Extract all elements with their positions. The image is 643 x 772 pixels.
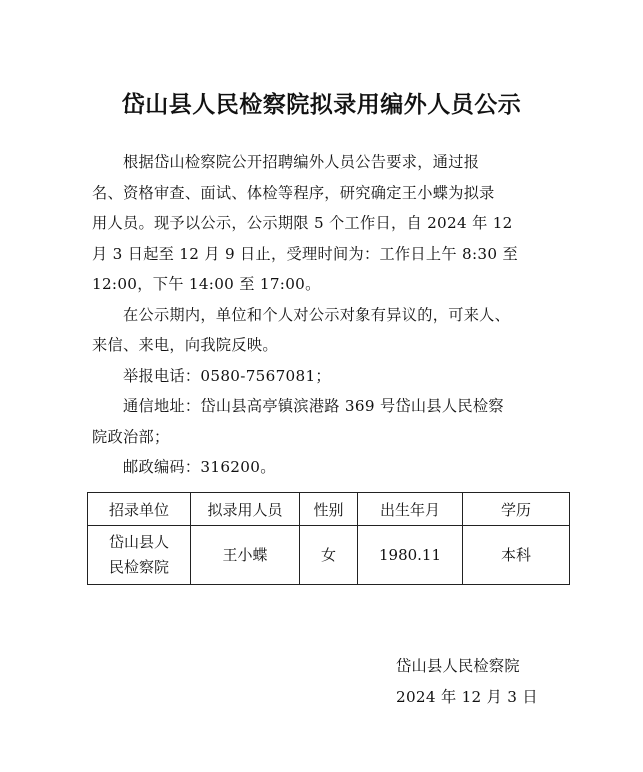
paragraph-1-line: 名、资格审查、面试、体检等程序，研究确定王小蝶为拟录 (92, 183, 495, 202)
paragraph-1-line: 12:00，下午 14:00 至 17:00。 (92, 275, 321, 293)
paragraph-2-line: 来信、来电，向我院反映。 (92, 336, 278, 354)
document-title: 岱山县人民检察院拟录用编外人员公示 (121, 91, 522, 118)
header-candidate: 拟录用人员 (191, 493, 300, 526)
paragraph-1-line: 月 3 日起至 12 月 9 日止，受理时间为：工作日上午 8:30 至 (92, 244, 518, 263)
paragraph-1-line: 根据岱山检察院公开招聘编外人员公告要求，通过报 (92, 153, 480, 171)
cell-candidate-name: 王小蝶 (191, 526, 300, 585)
paragraph-1-line: 用人员。现予以公示，公示期限 5 个工作日，自 2024 年 12 (92, 214, 513, 232)
cell-unit-line: 岱山县人 (108, 533, 169, 551)
header-birth: 出生年月 (358, 493, 463, 526)
signature-organization: 岱山县人民检察院 (396, 657, 520, 675)
document-body (92, 147, 554, 483)
cell-gender: 女 (300, 526, 358, 585)
candidate-table (87, 492, 570, 585)
paragraph-2-line: 在公示期内，单位和个人对公示对象有异议的，可来人、 (92, 305, 511, 324)
signature-date: 2024 年 12 月 3 日 (396, 688, 538, 706)
postal-code-line: 邮政编码：316200。 (92, 458, 276, 476)
phone-line: 举报电话：0580-7567081； (92, 366, 331, 385)
header-education: 学历 (463, 493, 570, 526)
cell-unit (88, 526, 191, 585)
cell-education: 本科 (463, 526, 570, 585)
address-line: 通信地址：岱山县高亭镇滨港路 369 号岱山县人民检察 (92, 397, 504, 415)
cell-unit-line: 民检察院 (108, 558, 169, 576)
candidate-table-container (87, 492, 570, 585)
cell-birth: 1980.11 (358, 526, 463, 585)
table-header-row (88, 493, 570, 526)
address-line: 院政治部； (92, 427, 170, 446)
header-unit: 招录单位 (88, 493, 191, 526)
header-gender: 性别 (300, 493, 358, 526)
table-row (88, 526, 570, 585)
